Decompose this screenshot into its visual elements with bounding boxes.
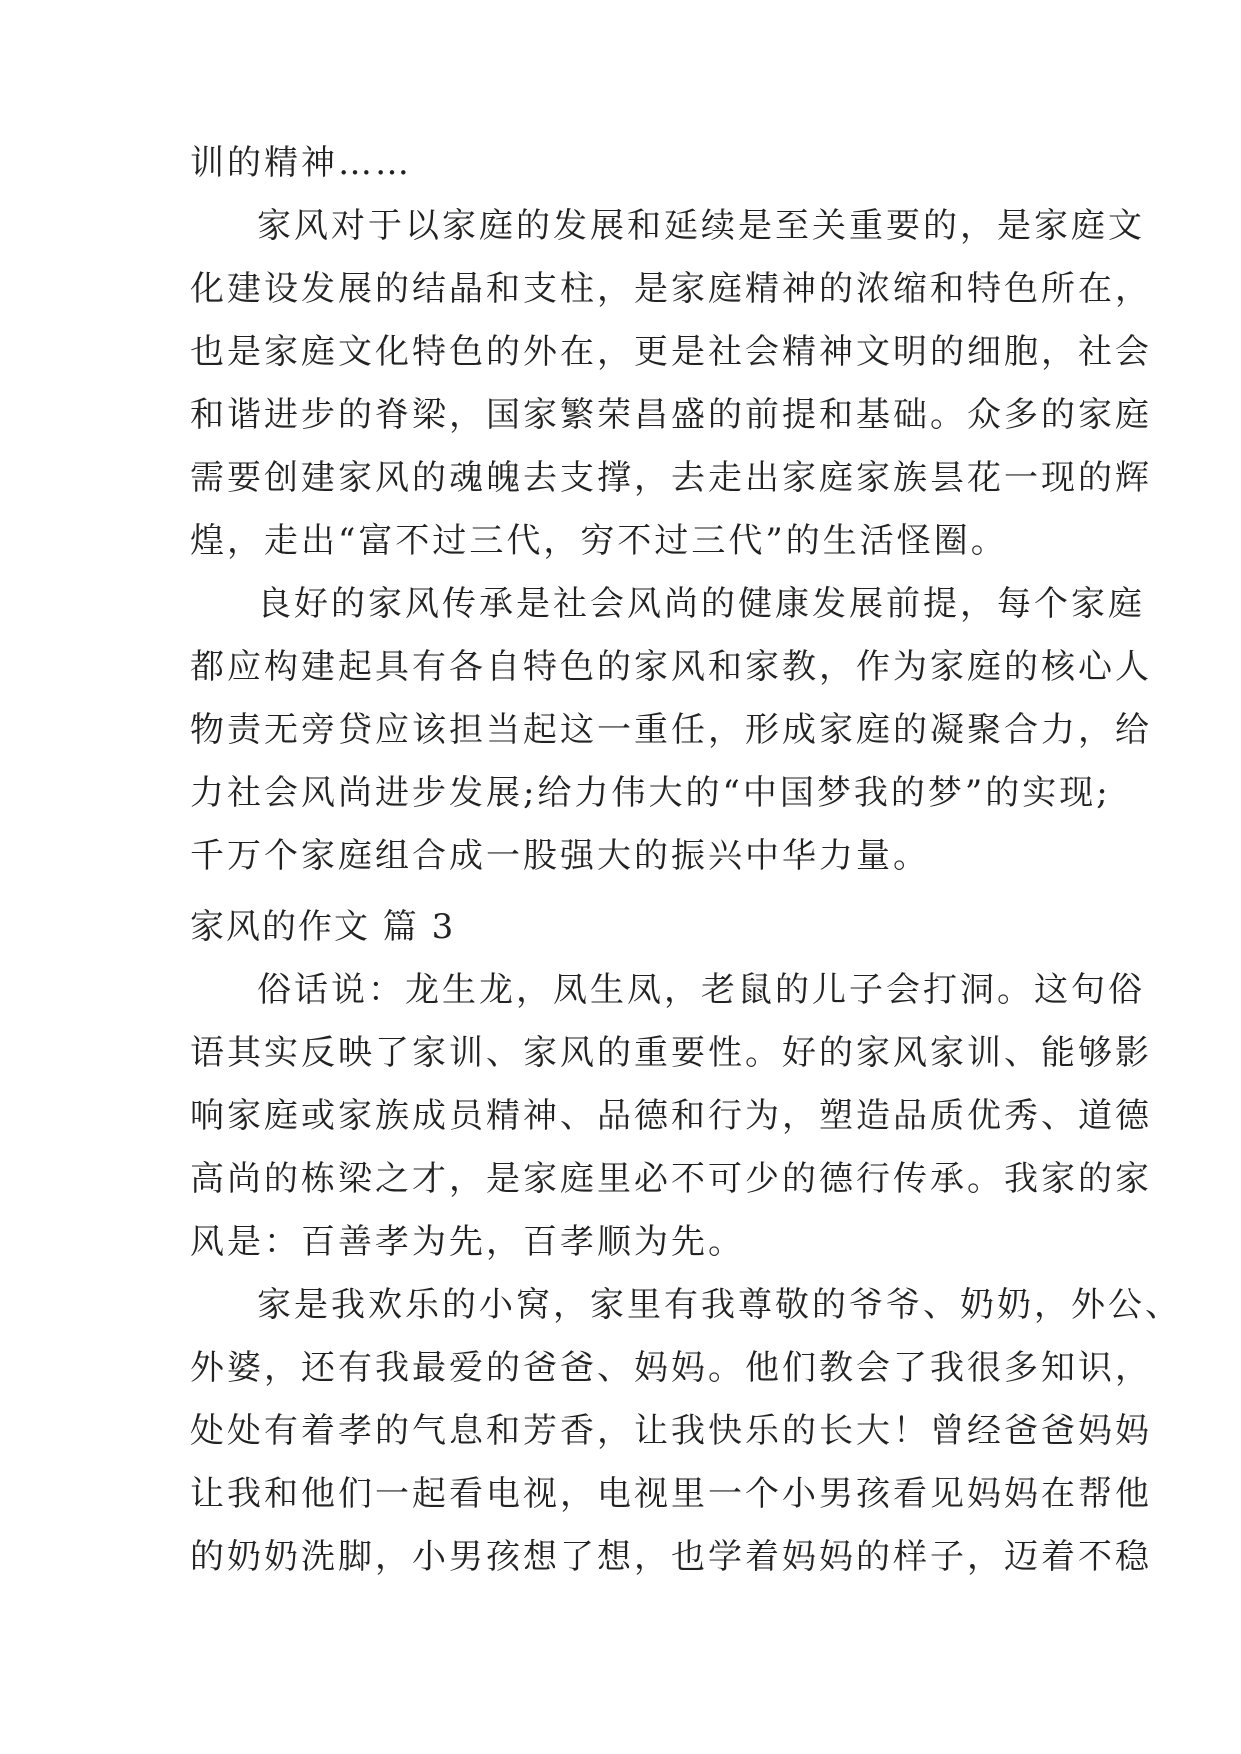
- paragraph-line: 和谐进步的脊梁，国家繁荣昌盛的前提和基础。众多的家庭: [190, 395, 1152, 435]
- paragraph-line: 都应构建起具有各自特色的家风和家教，作为家庭的核心人: [190, 647, 1152, 687]
- paragraph-line: 让我和他们一起看电视，电视里一个小男孩看见妈妈在帮他: [190, 1474, 1152, 1514]
- paragraph-continuation-line: 训的精神……: [190, 143, 412, 183]
- paragraph-line: 家是我欢乐的小窝，家里有我尊敬的爷爷、奶奶，外公、: [257, 1285, 1182, 1325]
- paragraph-line: 也是家庭文化特色的外在，更是社会精神文明的细胞，社会: [190, 332, 1152, 372]
- paragraph-line: 的奶奶洗脚，小男孩想了想，也学着妈妈的样子，迈着不稳: [190, 1537, 1152, 1577]
- paragraph-line: 风是：百善孝为先，百孝顺为先。: [190, 1222, 745, 1262]
- section-title: 家风的作文 篇 3: [190, 907, 456, 947]
- paragraph-line: 高尚的栋梁之才，是家庭里必不可少的德行传承。我家的家: [190, 1159, 1152, 1199]
- paragraph-line: 语其实反映了家训、家风的重要性。好的家风家训、能够影: [190, 1033, 1152, 1073]
- paragraph-line: 良好的家风传承是社会风尚的健康发展前提，每个家庭: [257, 584, 1145, 624]
- paragraph-line: 化建设发展的结晶和支柱，是家庭精神的浓缩和特色所在，: [190, 269, 1152, 309]
- paragraph-line: 力社会风尚进步发展;给力伟大的“中国梦我的梦”的实现;: [190, 773, 1111, 813]
- paragraph-line: 煌，走出“富不过三代，穷不过三代”的生活怪圈。: [190, 521, 1008, 561]
- text-block-bottom: [190, 896, 1182, 1589]
- paragraph-line: 千万个家庭组合成一股强大的振兴中华力量。: [190, 836, 930, 876]
- paragraph-line: 外婆，还有我最爱的爸爸、妈妈。他们教会了我很多知识，: [190, 1348, 1152, 1388]
- paragraph-line: 家风对于以家庭的发展和延续是至关重要的，是家庭文: [257, 206, 1145, 246]
- paragraph-line: 处处有着孝的气息和芳香，让我快乐的长大！曾经爸爸妈妈: [190, 1411, 1152, 1451]
- paragraph-line: 响家庭或家族成员精神、品德和行为，塑造品质优秀、道德: [190, 1096, 1152, 1136]
- paragraph-line: 需要创建家风的魂魄去支撑，去走出家庭家族昙花一现的辉: [190, 458, 1152, 498]
- text-block-top: [190, 132, 1152, 888]
- paragraph-line: 物责无旁贷应该担当起这一重任，形成家庭的凝聚合力，给: [190, 710, 1152, 750]
- paragraph-line: 俗话说：龙生龙，凤生凤，老鼠的儿子会打洞。这句俗: [257, 970, 1145, 1010]
